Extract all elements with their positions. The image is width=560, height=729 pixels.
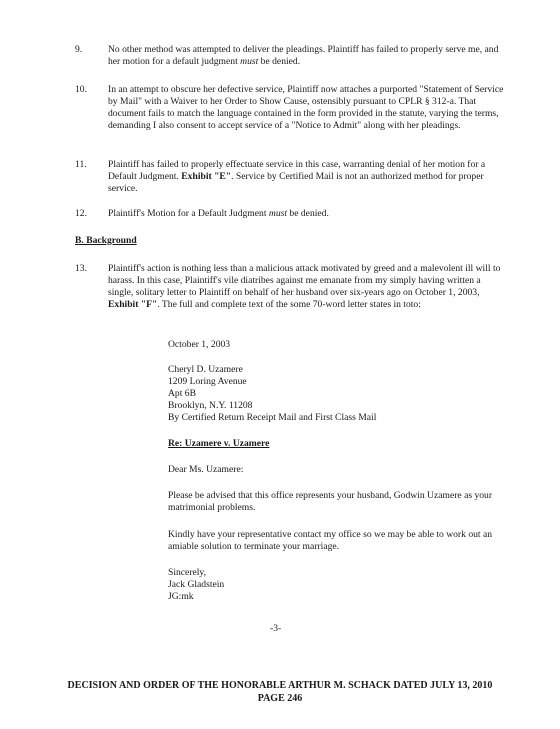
paragraph-number: 12. bbox=[75, 208, 87, 219]
letter-address-line: Apt 6B bbox=[168, 388, 196, 399]
exhibit-reference: Exhibit "F" bbox=[108, 299, 158, 310]
paragraph-text: Plaintiff's Motion for a Default Judgment must be denied. bbox=[108, 208, 329, 219]
letter-initials: JG:mk bbox=[168, 591, 194, 602]
letter-body-paragraph: Kindly have your representative contact my office so we may be able to work out an amiable solution to terminate your marriage. bbox=[168, 529, 493, 552]
letter-signature-name: Jack Gladstein bbox=[168, 579, 225, 590]
paragraph-text: In an attempt to obscure her defective service, Plaintiff now attaches a purported "Statement of Service by Mail" with a Waiver to her Order to Show Cause, ostensibly pursuant to CPLR § 312-a. That document fails to match the language contained in the form provided in the statute, varying the terms, demanding I also consent to accept service of a "Notice to Admit" along with her pleadings. bbox=[108, 84, 504, 131]
emphasis: must bbox=[240, 56, 259, 67]
paragraph-number: 9. bbox=[75, 44, 83, 55]
paragraph-9 bbox=[75, 44, 508, 68]
paragraph-text: Plaintiff has failed to properly effectuate service in this case, warranting denial of her motion for a Default Judgment. Exhibit "E". Service by Certified Mail is not an authorized method for proper service. bbox=[108, 159, 486, 194]
letter-address-line: By Certified Return Receipt Mail and First Class Mail bbox=[168, 412, 377, 423]
exhibit-reference: Exhibit "E" bbox=[181, 171, 232, 182]
page-number: -3- bbox=[270, 623, 282, 634]
emphasis: must bbox=[268, 208, 288, 219]
paragraph-number: 10. bbox=[75, 84, 87, 95]
letter-date: October 1, 2003 bbox=[168, 339, 231, 350]
letter-address-line: Cheryl D. Uzamere bbox=[168, 364, 243, 375]
letter-closing-line: Sincerely, bbox=[168, 567, 207, 578]
footer-caption: DECISION AND ORDER OF THE HONORABLE ARTHUR M. SCHACK DATED JULY 13, 2010 bbox=[67, 680, 493, 691]
letter-salutation: Dear Ms. Uzamere: bbox=[168, 464, 244, 475]
paragraph-13 bbox=[75, 263, 508, 311]
paragraph-number: 13. bbox=[75, 263, 87, 274]
footer-page-label: PAGE 246 bbox=[257, 693, 303, 704]
paragraph-text: No other method was attempted to deliver the pleadings. Plaintiff has failed to properly serve me, and her motion for a default judgment must be denied. bbox=[108, 44, 499, 67]
paragraph-number: 11. bbox=[75, 159, 87, 170]
section-heading: B. Background bbox=[75, 235, 137, 246]
paragraph-text: Plaintiff's action is nothing less than a malicious attack motivated by greed and a malevolent ill will to harass. In this case, Plaintiff's vile diatribes against me emanate from my simply having written a single, solitary letter to Plaintiff on behalf of her husband over six-years ago on October 1, 2003, Exhibit "F". The full and complete text of the some 70-word letter states in toto: bbox=[108, 263, 501, 310]
letter-address-line: Brooklyn, N.Y. 11208 bbox=[168, 400, 253, 411]
letter-re-line: Re: Uzamere v. Uzamere bbox=[168, 438, 270, 449]
paragraph-12 bbox=[75, 208, 508, 220]
letter-address-line: 1209 Loring Avenue bbox=[168, 376, 247, 387]
letter-body-paragraph: Please be advised that this office represents your husband, Godwin Uzamere as your matrimonial problems. bbox=[168, 490, 493, 513]
paragraph-11 bbox=[75, 159, 508, 195]
paragraph-10 bbox=[75, 84, 508, 132]
